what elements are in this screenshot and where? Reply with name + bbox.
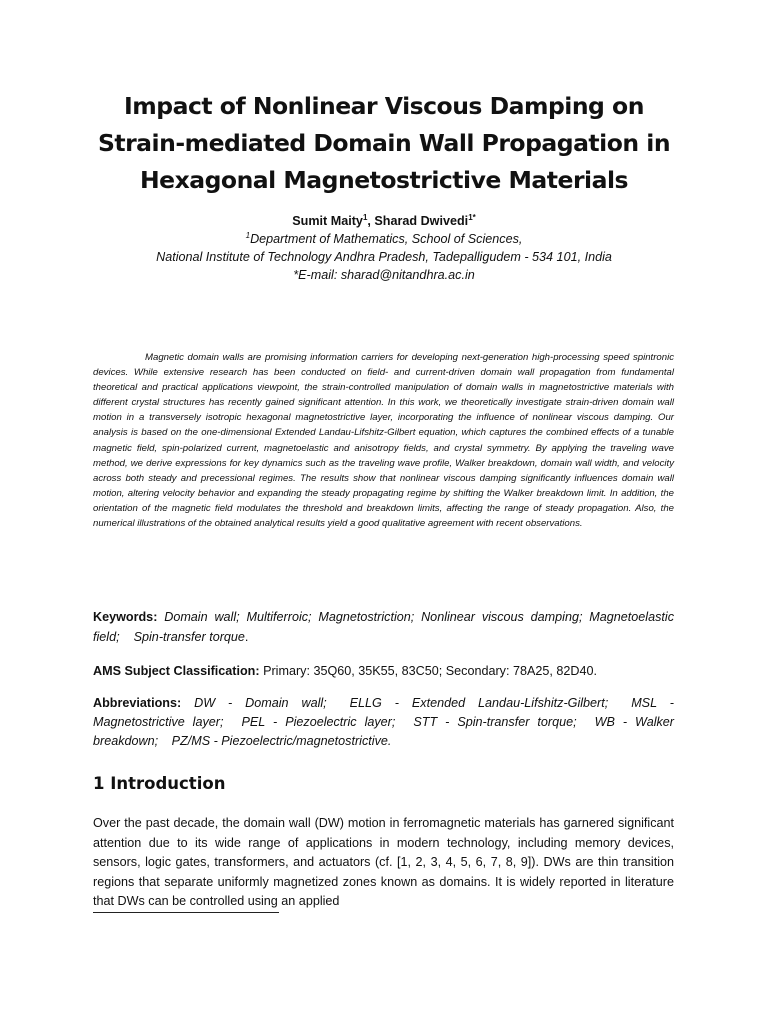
abbreviation-item: PEL - Piezoelectric layer; xyxy=(241,715,396,729)
abbreviation-item: MSL - Magnetostrictive layer; xyxy=(93,696,674,729)
keywords-period: . xyxy=(244,630,249,644)
abbreviation-item: PZ/MS - Piezoelectric/magnetostrictive. xyxy=(171,734,392,748)
abbreviations-label: Abbreviations: xyxy=(93,696,182,710)
keywords-last: Spin-transfer torque xyxy=(133,630,245,644)
keywords-block xyxy=(93,607,674,647)
author-superscript: 1* xyxy=(468,212,476,222)
introduction-paragraph: Over the past decade, the domain wall (DW) motion in ferromagnetic materials has garnered significant attention due to its wide range of applications in modern technology, including memory devices, sensors, logic gates, transformers, and actuators (cf. [1, 2, 3, 4, 5, 6, 7, 8, 9]). DWs are thin transition regions that separate uniformly magnetized zones known as domains. It is widely reported in literature that DWs can be controlled using an applied xyxy=(93,816,674,908)
author-separator: , xyxy=(367,214,375,228)
contact-email[interactable]: *E-mail: sharad@nitandhra.ac.in xyxy=(293,268,475,282)
footnote-divider xyxy=(93,912,279,913)
keywords-label: Keywords: xyxy=(93,610,158,624)
keywords-list: Domain wall; Multiferroic; Magnetostriction; Nonlinear viscous damping; Magnetoelastic field; xyxy=(93,610,674,644)
abbreviation-item: WB - Walker breakdown; xyxy=(93,715,674,748)
abbreviation-item: DW - Domain wall; xyxy=(194,696,327,710)
paper-title xyxy=(60,88,708,199)
title-line-2: Strain-mediated Domain Wall Propagation in xyxy=(97,129,671,157)
title-line-1: Impact of Nonlinear Viscous Damping on xyxy=(124,92,644,120)
author-name: Sharad Dwivedi xyxy=(374,214,469,228)
author-list xyxy=(60,212,708,230)
author-superscript: 1 xyxy=(362,212,368,222)
abbreviations-block xyxy=(93,694,674,751)
affiliation-institute: National Institute of Technology Andhra Pradesh, Tadepalligudem - 534 101, India xyxy=(156,250,612,264)
author-name: Sumit Maity xyxy=(292,214,363,228)
affiliation-line xyxy=(60,230,708,248)
affiliation-department: Department of Mathematics, School of Sciences, xyxy=(250,232,523,246)
ams-label: AMS Subject Classification: xyxy=(93,664,260,678)
ams-codes: Primary: 35Q60, 35K55, 83C50; Secondary: 78A25, 82D40. xyxy=(263,664,597,678)
title-line-3: Hexagonal Magnetostrictive Materials xyxy=(139,166,628,194)
section-heading: 1 Introduction xyxy=(93,774,226,793)
abbreviation-item: STT - Spin-transfer torque; xyxy=(413,715,577,729)
ams-classification xyxy=(93,661,674,681)
affiliation-superscript: 1 xyxy=(245,230,251,240)
abbreviation-item: ELLG - Extended Landau-Lifshitz-Gilbert; xyxy=(349,696,609,710)
affiliation-block xyxy=(60,230,708,284)
abstract-text: Magnetic domain walls are promising information carriers for developing next-generation high-processing speed spintronic devices. While extensive research has been conducted on field- and current-driven domain wall propagation from fundamental theoretical and practical applications viewpoint, the strain-controlled manipulation of domain walls in magnetostrictive materials with different crystal structures has recently gained significant attention. In this work, we theoretically investigate strain-driven domain wall motion in a transversely isotropic hexagonal magnetostrictive layer, incorporating the influence of nonlinear viscous damping. Our analysis is based on the one-dimensional Extended Landau-Lifshitz-Gilbert equation, which captures the combined effects of a tunable magnetic field, spin-polarized current, magnetoelastic and anisotropy fields, and crystal symmetry. By applying the traveling wave method, we derive expressions for key dynamics such as the traveling wave profile, Walker breakdown, domain wall width, and velocity across both steady and precessional regimes. The results show that nonlinear viscous damping significantly influences domain wall motion, altering velocity behavior and expanding the steady propagating regime by shifting the Walker breakdown limit. In addition, the orientation of the magnetic field modulates the threshold and breakdown limits, affecting the range of steady propagation. Also, the numerical illustrations of the obtained analytical results yield a good qualitative agreement with recent observations. xyxy=(93,352,674,530)
